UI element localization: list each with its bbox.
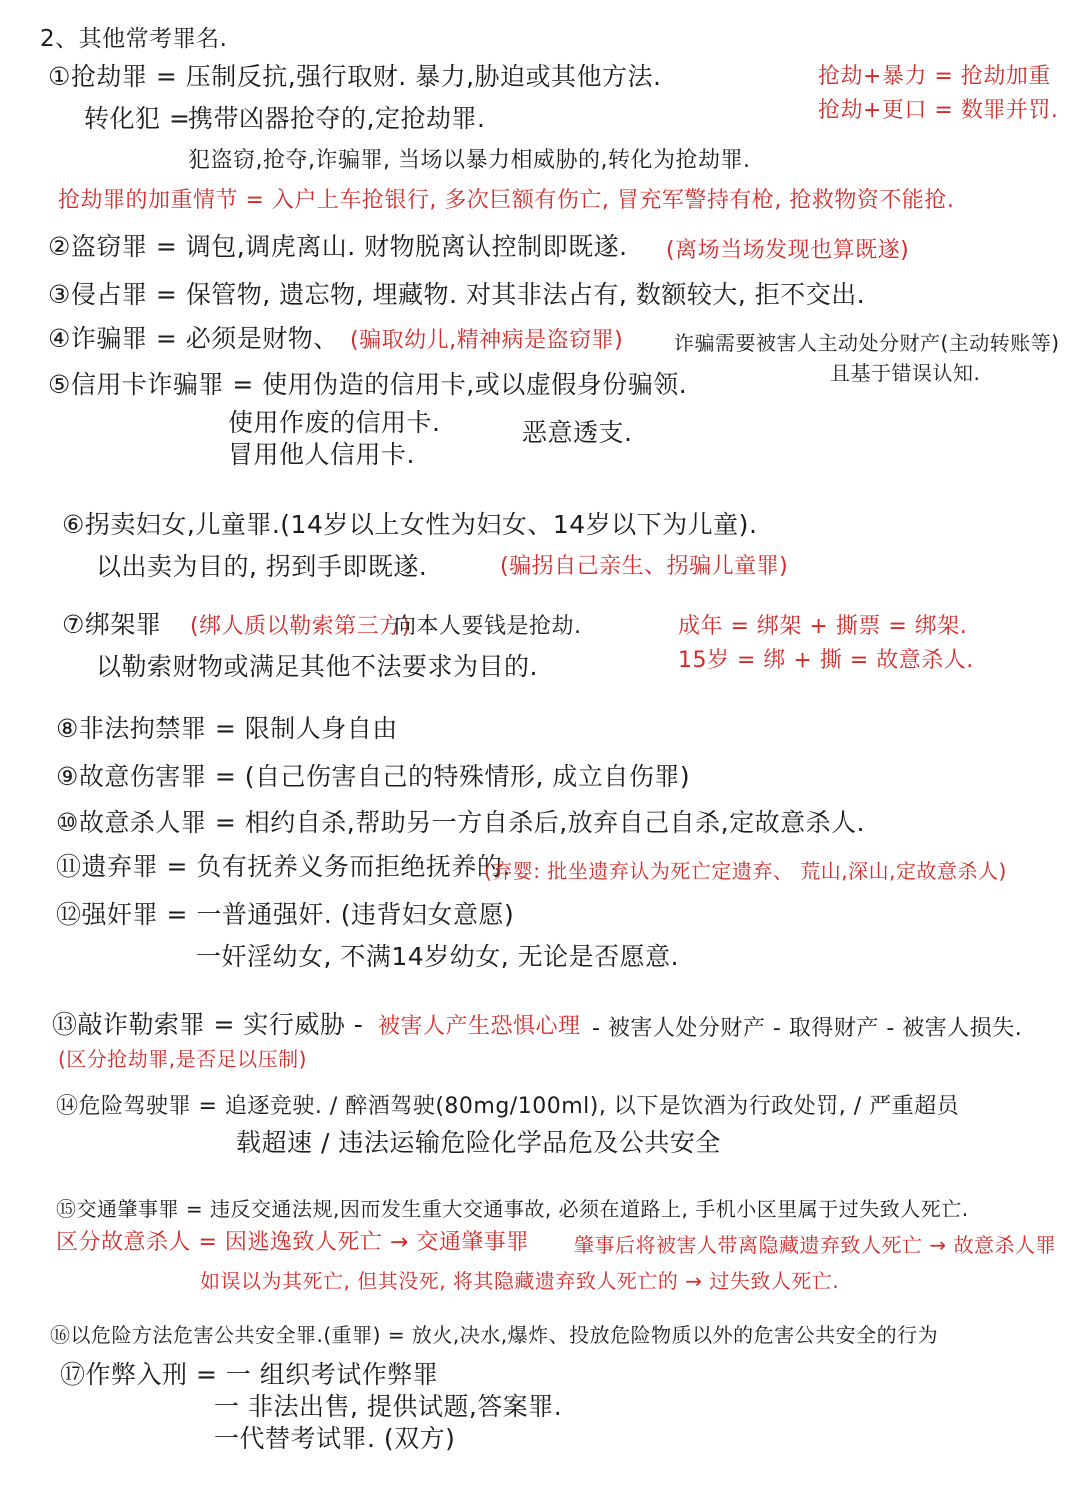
illegal-detention-definition: ⑧非法拘禁罪 = 限制人身自由: [56, 714, 398, 743]
extortion-definition: ⑬敲诈勒索罪 = 实行威胁 -: [52, 1010, 364, 1039]
theft-definition: ②盗窃罪 = 调包,调虎离山. 财物脱离认控制即既遂.: [48, 232, 628, 261]
side-note-robbery-aggravated: 抢劫+暴力 = 抢劫加重: [818, 64, 1051, 89]
credit-card-sub-3: 恶意透支.: [522, 418, 633, 447]
exam-cheating-line-3: 一代替考试罪. (双方): [214, 1424, 456, 1453]
extortion-tail: - 被害人处分财产 - 取得财产 - 被害人损失.: [592, 1016, 1023, 1041]
kidnapping-note: (绑人质以勒索第三方): [190, 614, 411, 639]
public-safety-definition: ⑯以危险方法危害公共安全罪.(重罪) = 放火,决水,爆炸、投放危险物质以外的危害公共安全的行为: [50, 1323, 939, 1347]
embezzlement-definition: ③侵占罪 = 保管物, 遗忘物, 埋藏物. 对其非法占有, 数额较大, 拒不交出.: [48, 280, 866, 309]
exam-cheating-line-1: ⑰作弊入刑 = 一 组织考试作弊罪: [60, 1360, 439, 1389]
dangerous-driving-definition: ⑭危险驾驶罪 = 追逐竞驶. / 醉酒驾驶(80mg/100ml), 以下是饮酒为行政处罚, / 严重超员: [56, 1094, 960, 1119]
traffic-red-line-2: 如误以为其死亡, 但其没死, 将其隐藏遗弃致人死亡的 → 过失致人死亡.: [200, 1269, 840, 1293]
rape-definition: ⑫强奸罪 = 一普通强奸. (违背妇女意愿): [56, 900, 515, 929]
kidnapping-side-15: 15岁 = 绑 + 撕 = 故意杀人.: [678, 648, 974, 673]
intentional-injury-definition: ⑨故意伤害罪 = (自己伤害自己的特殊情形, 成立自伤罪): [56, 762, 691, 791]
extortion-red-mid: 被害人产生恐惧心理: [378, 1014, 581, 1039]
page-title: 2、其他常考罪名.: [40, 26, 228, 52]
trafficking-line-2: 以出卖为目的, 拐到手即既遂.: [96, 552, 428, 581]
traffic-red-line-1: 区分故意杀人 = 因逃逸致人死亡 → 交通肇事罪: [56, 1230, 529, 1255]
kidnapping-label: ⑦绑架罪: [62, 610, 162, 639]
trafficking-definition: ⑥拐卖妇女,儿童罪.(14岁以上女性为妇女、14岁以下为儿童).: [62, 510, 758, 539]
trafficking-note: (骗拐自己亲生、拐骗儿童罪): [500, 554, 789, 579]
traffic-red-line-1b: 肇事后将被害人带离隐藏遗弃致人死亡 → 故意杀人罪: [574, 1233, 1056, 1257]
fraud-note: (骗取幼儿,精神病是盗窃罪): [350, 328, 624, 353]
intentional-homicide-definition: ⑩故意杀人罪 = 相约自杀,帮助另一方自杀后,放弃自己自杀,定故意杀人.: [56, 808, 866, 837]
credit-card-sub-2: 冒用他人信用卡.: [228, 440, 415, 469]
fraud-tail-2: 且基于错误认知.: [830, 361, 981, 385]
abandonment-note: (弃婴: 批坐遗弃认为死亡定遗弃、 荒山,深山,定故意杀人): [484, 859, 1007, 883]
dangerous-driving-line-2: 载超速 / 违法运输危险化学品危及公共安全: [236, 1128, 721, 1157]
exam-cheating-line-2: 一 非法出售, 提供试题,答案罪.: [214, 1392, 563, 1421]
kidnapping-tail: 向本人要钱是抢劫.: [394, 614, 582, 639]
traffic-accident-definition: ⑮交通肇事罪 = 违反交通法规,因而发生重大交通事故, 必须在道路上, 手机小区里属于过失致人死亡.: [56, 1197, 969, 1221]
kidnapping-side-adult: 成年 = 绑架 + 撕票 = 绑架.: [678, 614, 968, 639]
fraud-definition: ④诈骗罪 = 必须是财物、: [48, 324, 339, 353]
extortion-note: (区分抢劫罪,是否足以压制): [58, 1047, 307, 1071]
theft-note: (离场当场发现也算既遂): [666, 238, 910, 263]
kidnapping-line-2: 以勒索财物或满足其他不法要求为目的.: [96, 652, 538, 681]
side-note-robbery-combined: 抢劫+更口 = 数罪并罚.: [818, 98, 1059, 123]
rape-line-2: 一奸淫幼女, 不满14岁幼女, 无论是否愿意.: [196, 942, 680, 971]
robbery-definition: ①抢劫罪 = 压制反抗,强行取财. 暴力,胁迫或其他方法.: [48, 62, 662, 91]
abandonment-definition: ⑪遗弃罪 = 负有抚养义务而拒绝抚养的.: [56, 852, 511, 881]
fraud-tail: 诈骗需要被害人主动处分财产(主动转账等): [674, 331, 1060, 355]
conversion-label: 转化犯 =: [84, 104, 191, 133]
conversion-line-1: 携带凶器抢夺的,定抢劫罪.: [188, 104, 486, 133]
credit-card-sub-1: 使用作废的信用卡.: [228, 408, 441, 437]
robbery-aggravating-circumstances: 抢劫罪的加重情节 = 入户上车抢银行, 多次巨额有伤亡, 冒充军警持有枪, 抢救物资不能抢.: [58, 188, 955, 213]
conversion-line-2: 犯盗窃,抢夺,诈骗罪, 当场以暴力相威胁的,转化为抢劫罪.: [188, 148, 751, 173]
credit-card-fraud-definition: ⑤信用卡诈骗罪 = 使用伪造的信用卡,或以虚假身份骗领.: [48, 370, 688, 399]
